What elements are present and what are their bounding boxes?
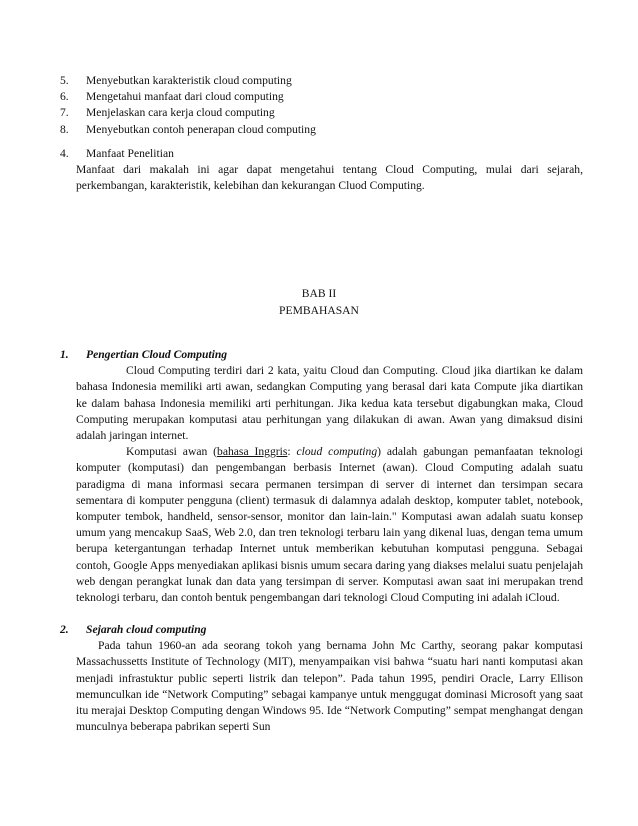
paragraph-text: Komputasi awan ( <box>126 445 218 459</box>
paragraph: Pada tahun 1960-an ada seorang tokoh yang bernama John Mc Carthy, seorang pakar komputasi Massachussetts Institute of Technology (MIT), menyampaikan visi bahwa “suatu hari nanti komputasi akan menjadi infrastuktur public seperti listrik dan telepon”. Pada tahun 1995, pendiri Oracle, Larry Ellison memunculkan ide “Network Computing” sebagai kampanye untuk menggugat dominasi Microsoft yang saat itu merajai Desktop Computing dengan Windows 95. Ide “Network Computing” sempat menghangat dengan munculnya beberapa pabrikan seperti Sun <box>76 639 583 734</box>
paragraph <box>76 444 583 606</box>
section-heading: Sejarah cloud computing <box>86 623 207 636</box>
list-item <box>60 105 580 121</box>
section-pengertian <box>60 347 583 606</box>
section-sejarah <box>60 622 583 735</box>
section-heading: Manfaat Penelitian <box>86 147 174 160</box>
paragraph-text: : <box>287 445 297 459</box>
section-paragraph: Manfaat dari makalah ini agar dapat mengetahui tentang Cloud Computing, mulai dari sejarah, perkembangan, karakteristik, kelebihan dan kekurangan Cluod Computing. <box>76 163 583 193</box>
list-item <box>60 122 580 138</box>
wiki-link[interactable]: bahasa Inggris <box>217 445 288 459</box>
list-number: 5. <box>60 74 69 87</box>
list-item <box>60 89 580 105</box>
list-text: Menyebutkan contoh penerapan cloud computing <box>86 122 316 136</box>
list-number: 8. <box>60 122 69 136</box>
paragraph-text: ) adalah gabungan pemanfaatan teknologi komputer (komputasi) dan pengembangan berbasis Internet (awan). Cloud Computing adalah suatu paradigma di mana informasi secara permanen tersimpan di server di internet dan tersimpan secara sementara di komputer pengguna (client) termasuk di dalamnya adalah desktop, komputer tablet, notebook, komputer tembok, handheld, sensor-sensor, monitor dan lain-lain." Komputasi awan adalah suatu konsep umum yang mencakup SaaS, Web 2.0, dan tren teknologi terbaru lain yang dikenal luas, dengan tema umum berupa ketergantungan terhadap Internet untuk memberikan kebutuhan komputasi pengguna. Sebagai contoh, Google Apps menyediakan aplikasi bisnis umum secara daring yang diakses melalui suatu penjelajah web dengan perangkat lunak dan data yang tersimpan di server. Komputasi awan saat ini merupakan trend teknologi terbaru, dan contoh bentuk pengembangan dari teknologi Cloud Computing ini adalah iCloud. <box>76 445 583 605</box>
section-number: 2. <box>60 623 69 636</box>
paragraph: Cloud Computing terdiri dari 2 kata, yaitu Cloud dan Computing. Cloud jika diartikan ke dalam bahasa Indonesia memiliki arti awan, sedangkan Computing yang berasal dari kata Compute jika diartikan ke dalam bahasa Indonesia memiliki arti perhitungan. Jika kedua kata tersebut digabungkan maka, Cloud Computing merupakan komputasi atau perhitungan yang dilakukan di awan. Awan yang dimaksud disini adalah jaringan internet. <box>76 364 583 443</box>
section-heading: Pengertian Cloud Computing <box>86 348 228 361</box>
list-text: Menjelaskan cara kerja cloud computing <box>86 106 275 120</box>
list-item <box>60 73 580 89</box>
section-number: 4. <box>60 147 69 160</box>
chapter-label: BAB II <box>301 287 337 300</box>
list-number: 7. <box>60 106 69 120</box>
chapter-title: PEMBAHASAN <box>279 304 359 317</box>
objectives-list <box>60 73 580 138</box>
list-number: 6. <box>60 90 69 104</box>
section-number: 1. <box>60 348 69 361</box>
list-text: Mengetahui manfaat dari cloud computing <box>86 90 284 104</box>
italic-term: cloud computing <box>296 445 378 459</box>
section-manfaat <box>60 146 583 195</box>
list-text: Menyebutkan karakteristik cloud computing <box>86 74 292 87</box>
